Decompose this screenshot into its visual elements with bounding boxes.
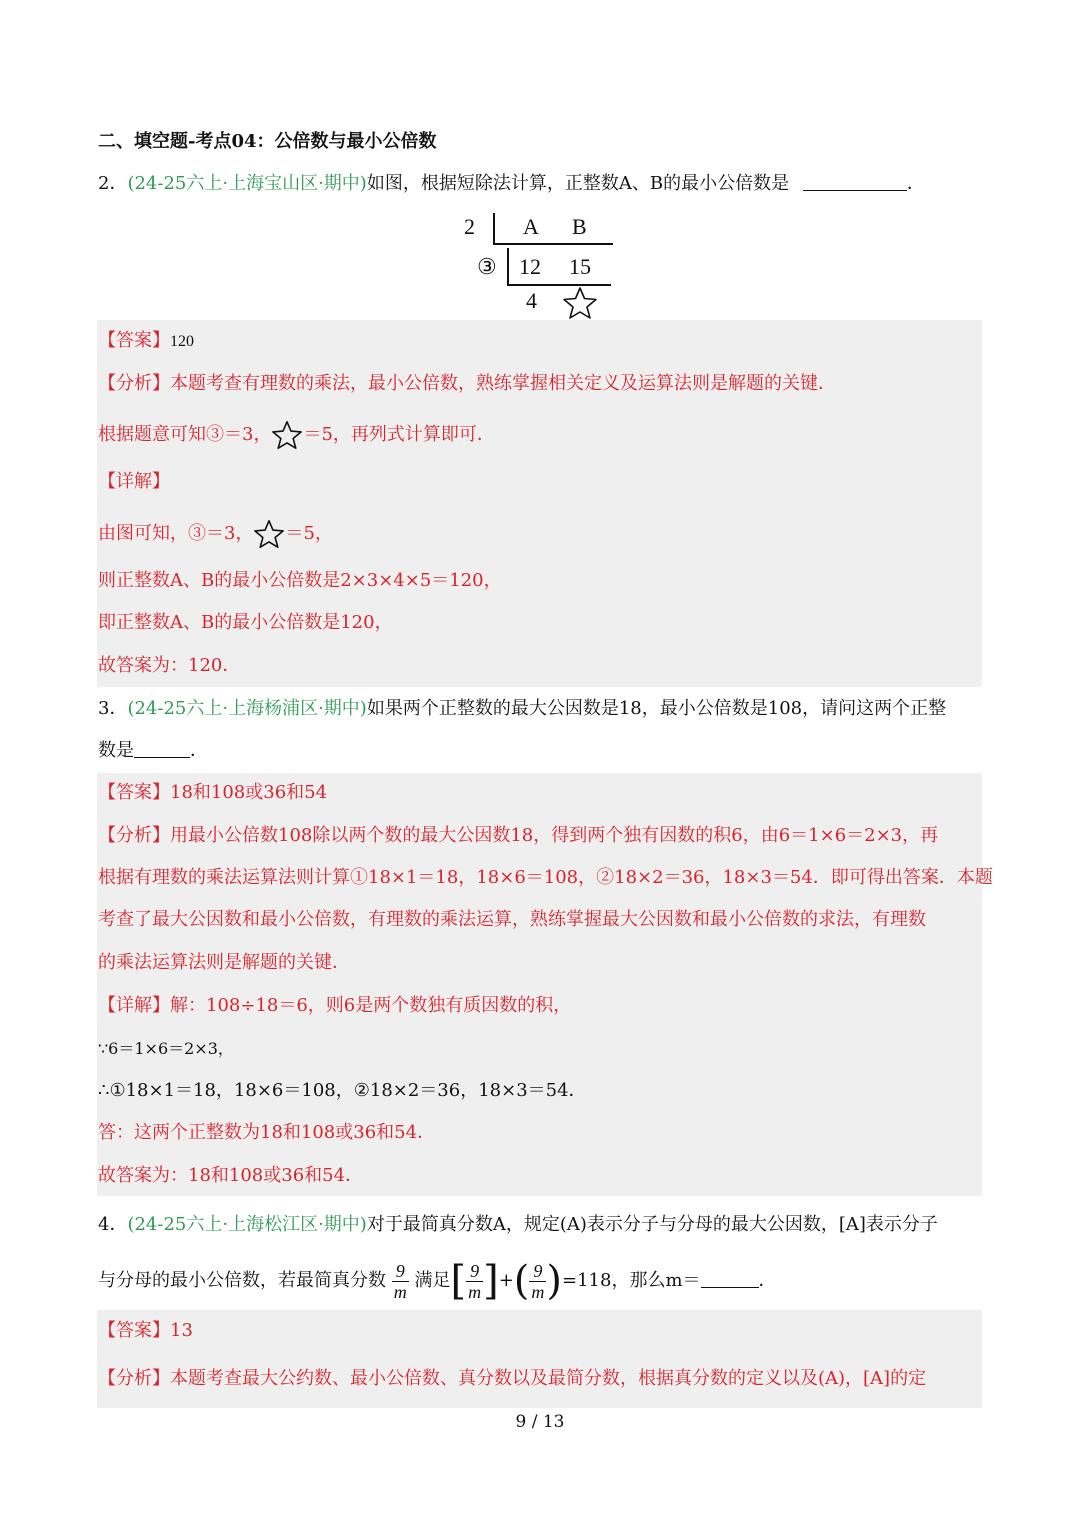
q3-text-2: 数是 [98,740,134,761]
short-division-diagram [455,208,625,323]
question-4 [98,1213,938,1237]
frac-numerator: 9 [392,1261,409,1282]
right-paren: ) [546,1258,562,1304]
label-b: B [572,214,587,239]
q2-detail-4: 故答案为：120． [98,655,241,676]
analysis-text: 用最小公倍数108除以两个数的最大公因数18，得到两个独有因数的积6，由6＝1×6＝2×3，再 [170,825,939,846]
q4-answer-blank[interactable] [701,1269,759,1288]
q3-text-1: 如果两个正整数的最大公因数是18，最小公倍数是108，请问这两个正整 [366,698,947,719]
q3-source: (24-25六上·上海杨浦区·期中) [127,698,367,719]
detail1-pre: 由图可知，③＝3， [98,523,254,544]
q4-text-2-mid: 满足 [414,1270,451,1291]
q3-detail-5: 故答案为：18和108或36和54． [98,1165,364,1186]
q4-text-2-pre: 与分母的最小公倍数，若最简真分数 [98,1270,386,1291]
q2-end: ． [906,173,925,194]
detail-label: 【详解】 [98,995,170,1016]
frac-denominator: m [393,1281,407,1302]
question-3 [98,697,946,721]
detail-text: 解：108÷18＝6，则6是两个数独有质因数的积， [170,995,572,1016]
analysis-label: 【分析】 [98,825,170,846]
detail1-post: ＝5， [285,523,333,544]
q3-analysis-2: 根据有理数的乘法运算法则计算①18×1＝18，18×6＝108，②18×2＝36，18×3＝54．即可得出答案．本题 [98,867,993,888]
q2-detail-2: 则正整数A、B的最小公倍数是2×3×4×5＝120， [98,570,502,591]
star-icon [271,420,303,450]
q2-detail-label: 【详解】 [98,471,170,492]
q4-solution-box [97,1310,982,1408]
q2-analysis [98,372,836,396]
answer-value: 120 [170,333,194,350]
question-3-line-2 [98,739,208,763]
divisor-2: 2 [464,214,475,239]
q2-analysis-2 [98,420,495,450]
divisor-circled-3: ③ [477,254,497,279]
frac-numerator: 9 [529,1261,546,1282]
q3-analysis-4: 的乘法运算法则是解题的关键． [98,952,350,973]
fraction-in-parens [529,1261,546,1302]
analysis2-pre: 根据题意可知③＝3， [98,424,272,445]
q3-analysis-1 [98,824,938,848]
analysis-label: 【分析】 [98,1368,170,1389]
value-12: 12 [519,254,541,279]
analysis-text: 本题考查有理数的乘法，最小公倍数，熟练掌握相关定义及运算法则是解题的关键． [170,373,836,394]
q2-answer-blank[interactable] [803,172,907,191]
q4-text-1: 对于最简真分数A，规定(A)表示分子与分母的最大公因数，[A]表示分子 [366,1214,938,1235]
answer-label: 【答案】 [98,782,170,803]
answer-value: 13 [170,1320,193,1341]
plus-sign: + [498,1270,514,1291]
answer-value: 18和108或36和54 [170,782,328,803]
section-title: 二、填空题-考点04：公倍数与最小公倍数 [98,131,437,152]
frac-numerator: 9 [466,1261,483,1282]
star-icon [562,286,598,320]
left-bracket: [ [450,1258,467,1304]
q3-detail-3: ∴①18×1＝18，18×6＝108，②18×2＝36，18×3＝54． [98,1080,587,1101]
q2-text: 如图，根据短除法计算，正整数A、B的最小公倍数是 [366,173,790,194]
q3-detail-4: 答：这两个正整数为18和108或36和54． [98,1122,436,1143]
q3-end: ． [190,740,208,761]
q2-answer [98,329,194,354]
q4-answer [98,1319,193,1343]
answer-label: 【答案】 [98,1320,170,1341]
star-icon [253,519,285,549]
q2-detail-1 [98,519,333,549]
question-4-line-2 [98,1256,777,1306]
fraction-in-brackets [466,1261,483,1302]
q3-detail-2: ∵6＝1×6＝2×3， [98,1039,234,1058]
q3-analysis-3: 考查了最大公因数和最小公倍数，有理数的乘法运算，熟练掌握最大公因数和最小公倍数的求法，有理数 [98,909,926,930]
q3-answer [98,781,327,805]
fraction-9-over-m [392,1261,409,1302]
frac-denominator: m [468,1281,482,1302]
value-15: 15 [569,254,591,279]
frac-denominator: m [531,1281,545,1302]
q2-source: (24-25六上·上海宝山区·期中) [127,173,367,194]
left-paren: ( [513,1258,530,1304]
q4-end: ． [758,1270,777,1291]
q2-detail-3: 即正整数A、B的最小公倍数是120， [98,612,393,633]
q2-number: 2． [98,173,128,194]
answer-label: 【答案】 [98,330,170,351]
label-a: A [523,214,539,239]
q4-equation-tail: =118，那么m＝ [562,1270,701,1291]
q3-number: 3． [98,698,128,719]
q3-detail-1 [98,994,571,1018]
page-number: 9 / 13 [515,1412,565,1432]
analysis2-post: ＝5，再列式计算即可． [303,424,495,445]
analysis-text: 本题考查最大公约数、最小公倍数、真分数以及最简分数，根据真分数的定义以及(A)，[A]的定 [170,1368,927,1389]
right-bracket: ] [483,1258,499,1304]
question-2 [98,172,925,196]
q4-number: 4． [98,1214,128,1235]
analysis-label: 【分析】 [98,373,170,394]
q4-source: (24-25六上·上海松江区·期中) [127,1214,367,1235]
q3-answer-blank[interactable] [134,739,190,758]
q4-analysis-1 [98,1367,926,1391]
value-4: 4 [526,288,537,313]
